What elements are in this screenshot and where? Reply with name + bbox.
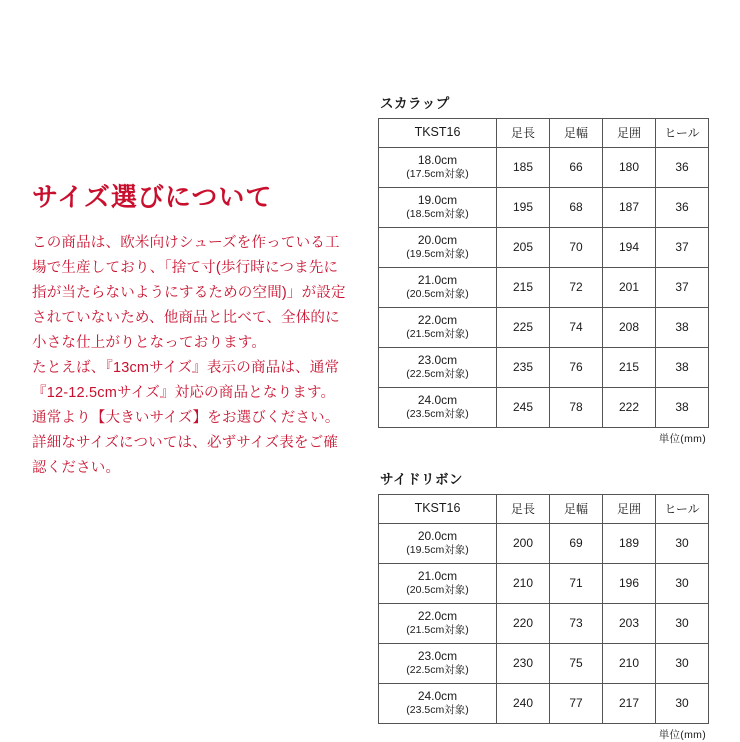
row-size bbox=[379, 684, 497, 724]
table-title: サイドリボン bbox=[380, 472, 464, 487]
table-header-row bbox=[379, 119, 709, 148]
cell-length: 235 bbox=[497, 348, 550, 388]
cell-width: 70 bbox=[550, 228, 603, 268]
cell-girth: 217 bbox=[603, 684, 656, 724]
cell-length: 210 bbox=[497, 564, 550, 604]
table-row bbox=[379, 228, 709, 268]
cell-girth: 201 bbox=[603, 268, 656, 308]
row-size-sub: (19.5cm対象) bbox=[406, 544, 469, 557]
cell-length: 220 bbox=[497, 604, 550, 644]
cell-girth: 203 bbox=[603, 604, 656, 644]
table-row bbox=[379, 388, 709, 428]
table-header-length: 足長 bbox=[497, 495, 550, 524]
cell-length: 230 bbox=[497, 644, 550, 684]
table-row bbox=[379, 268, 709, 308]
table-row bbox=[379, 348, 709, 388]
table-row bbox=[379, 644, 709, 684]
row-size-main: 22.0cm bbox=[417, 313, 458, 328]
table-row bbox=[379, 308, 709, 348]
row-size-main: 23.0cm bbox=[417, 649, 458, 664]
size-table bbox=[378, 494, 709, 724]
cell-girth: 215 bbox=[603, 348, 656, 388]
cell-heel: 36 bbox=[656, 148, 709, 188]
row-size-sub: (17.5cm対象) bbox=[406, 168, 469, 181]
table-header-length: 足長 bbox=[497, 119, 550, 148]
cell-girth: 187 bbox=[603, 188, 656, 228]
size-guide-info bbox=[32, 182, 352, 481]
cell-length: 205 bbox=[497, 228, 550, 268]
cell-width: 66 bbox=[550, 148, 603, 188]
table-header-heel: ヒール bbox=[656, 495, 709, 524]
row-size bbox=[379, 388, 497, 428]
cell-heel: 38 bbox=[656, 308, 709, 348]
table-row bbox=[379, 188, 709, 228]
row-size-main: 24.0cm bbox=[417, 689, 458, 704]
row-size-sub: (21.5cm対象) bbox=[406, 624, 469, 637]
row-size-sub: (19.5cm対象) bbox=[406, 248, 469, 261]
size-table-block-side-ribbon bbox=[378, 468, 708, 742]
cell-length: 245 bbox=[497, 388, 550, 428]
cell-girth: 196 bbox=[603, 564, 656, 604]
cell-heel: 37 bbox=[656, 228, 709, 268]
table-header-heel: ヒール bbox=[656, 119, 709, 148]
row-size-sub: (22.5cm対象) bbox=[406, 368, 469, 381]
row-size-main: 21.0cm bbox=[417, 273, 458, 288]
cell-girth: 180 bbox=[603, 148, 656, 188]
cell-heel: 38 bbox=[656, 388, 709, 428]
row-size-main: 21.0cm bbox=[417, 569, 458, 584]
cell-length: 240 bbox=[497, 684, 550, 724]
size-guide-description bbox=[32, 231, 352, 480]
cell-length: 215 bbox=[497, 268, 550, 308]
size-table bbox=[378, 118, 709, 428]
table-row bbox=[379, 684, 709, 724]
table-header-model: TKST16 bbox=[379, 495, 497, 524]
cell-length: 225 bbox=[497, 308, 550, 348]
cell-heel: 30 bbox=[656, 604, 709, 644]
row-size-main: 24.0cm bbox=[417, 393, 458, 408]
cell-width: 71 bbox=[550, 564, 603, 604]
row-size bbox=[379, 644, 497, 684]
cell-heel: 30 bbox=[656, 564, 709, 604]
description-paragraph-1: この商品は、欧米向けシューズを作っている工場で生産しており、「捨て寸(歩行時につま先に指が当たらないようにするための空間)」が設定されていないため、他商品と比べて、全体的に小さな仕上がりとなっております。 bbox=[32, 235, 346, 351]
row-size bbox=[379, 524, 497, 564]
cell-girth: 222 bbox=[603, 388, 656, 428]
size-table-block-scallop bbox=[378, 92, 708, 446]
row-size-sub: (22.5cm対象) bbox=[406, 664, 469, 677]
row-size-main: 19.0cm bbox=[417, 193, 458, 208]
row-size-sub: (18.5cm対象) bbox=[406, 208, 469, 221]
cell-length: 195 bbox=[497, 188, 550, 228]
table-header-girth: 足囲 bbox=[603, 495, 656, 524]
cell-heel: 30 bbox=[656, 524, 709, 564]
table-title: スカラップ bbox=[380, 96, 450, 111]
cell-heel: 30 bbox=[656, 644, 709, 684]
cell-width: 78 bbox=[550, 388, 603, 428]
row-size bbox=[379, 268, 497, 308]
table-header-width: 足幅 bbox=[550, 119, 603, 148]
cell-heel: 37 bbox=[656, 268, 709, 308]
row-size-sub: (20.5cm対象) bbox=[406, 288, 469, 301]
row-size-sub: (23.5cm対象) bbox=[406, 408, 469, 421]
table-row bbox=[379, 604, 709, 644]
cell-heel: 38 bbox=[656, 348, 709, 388]
row-size-main: 20.0cm bbox=[417, 529, 458, 544]
cell-width: 76 bbox=[550, 348, 603, 388]
row-size-main: 22.0cm bbox=[417, 609, 458, 624]
row-size-main: 20.0cm bbox=[417, 233, 458, 248]
page-title: サイズ選びについて bbox=[32, 182, 273, 212]
row-size-sub: (21.5cm対象) bbox=[406, 328, 469, 341]
cell-width: 73 bbox=[550, 604, 603, 644]
cell-width: 69 bbox=[550, 524, 603, 564]
row-size bbox=[379, 604, 497, 644]
description-paragraph-4: 詳細なサイズについては、必ずサイズ表をご確認ください。 bbox=[32, 434, 339, 476]
description-paragraph-3: 通常より【大きいサイズ】をお選びください。 bbox=[32, 409, 340, 426]
table-header-width: 足幅 bbox=[550, 495, 603, 524]
table-header-girth: 足囲 bbox=[603, 119, 656, 148]
row-size-main: 23.0cm bbox=[417, 353, 458, 368]
unit-note: 単位(mm) bbox=[658, 433, 706, 445]
cell-length: 200 bbox=[497, 524, 550, 564]
cell-girth: 194 bbox=[603, 228, 656, 268]
cell-width: 77 bbox=[550, 684, 603, 724]
cell-width: 75 bbox=[550, 644, 603, 684]
row-size-sub: (20.5cm対象) bbox=[406, 584, 469, 597]
cell-heel: 30 bbox=[656, 684, 709, 724]
row-size bbox=[379, 348, 497, 388]
cell-width: 72 bbox=[550, 268, 603, 308]
size-tables bbox=[378, 92, 708, 742]
description-paragraph-2: たとえば、『13cmサイズ』表示の商品は、通常『12-12.5cmサイズ』対応の商品となります。 bbox=[32, 359, 340, 401]
cell-length: 185 bbox=[497, 148, 550, 188]
table-row bbox=[379, 148, 709, 188]
row-size bbox=[379, 564, 497, 604]
table-header-model: TKST16 bbox=[379, 119, 497, 148]
row-size-main: 18.0cm bbox=[417, 153, 458, 168]
table-row bbox=[379, 564, 709, 604]
cell-girth: 210 bbox=[603, 644, 656, 684]
row-size-sub: (23.5cm対象) bbox=[406, 704, 469, 717]
cell-width: 68 bbox=[550, 188, 603, 228]
row-size bbox=[379, 188, 497, 228]
cell-heel: 36 bbox=[656, 188, 709, 228]
cell-girth: 189 bbox=[603, 524, 656, 564]
unit-note: 単位(mm) bbox=[658, 729, 706, 741]
row-size bbox=[379, 228, 497, 268]
row-size bbox=[379, 308, 497, 348]
table-header-row bbox=[379, 495, 709, 524]
row-size bbox=[379, 148, 497, 188]
table-row bbox=[379, 524, 709, 564]
cell-width: 74 bbox=[550, 308, 603, 348]
cell-girth: 208 bbox=[603, 308, 656, 348]
